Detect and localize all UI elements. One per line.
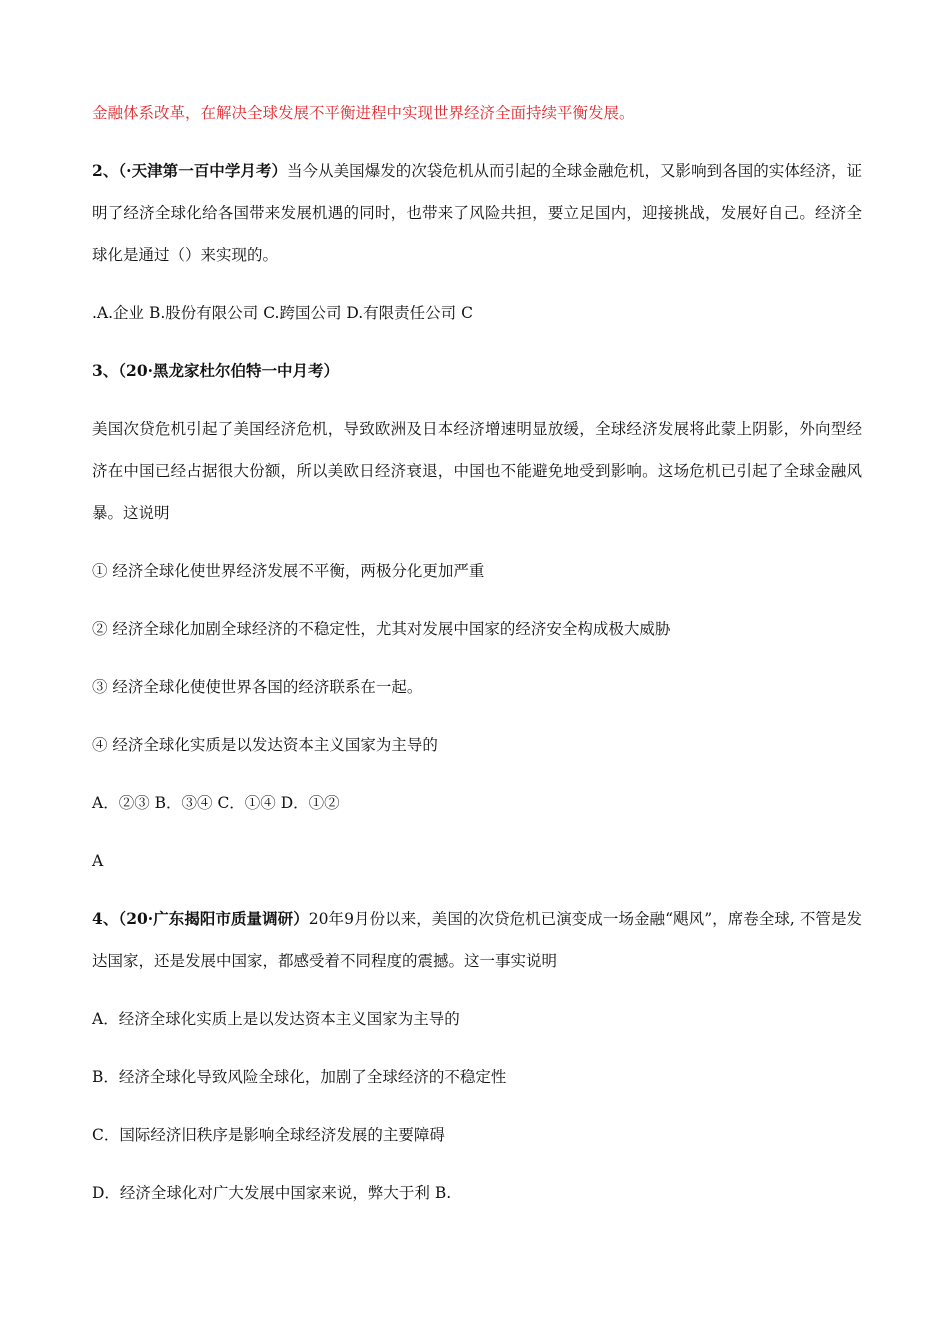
question-4-option-c: C．国际经济旧秩序是影响全球经济发展的主要障碍 — [92, 1126, 445, 1144]
question-3-options: A．②③ B．③④ C．①④ D．①② — [92, 794, 340, 812]
question-2 — [92, 150, 862, 276]
intro-line: 金融体系改革，在解决全球发展不平衡进程中实现世界经济全面持续平衡发展。 — [92, 104, 635, 122]
question-3-header — [92, 350, 862, 392]
question-3-answer: A — [92, 852, 104, 870]
question-2-text: 当今从美国爆发的次袋危机从而引起的全球金融危机，又影响到各国的实体经济，证明了经济全球化给各国带来发展机遇的同时，也带来了风险共担，要立足国内，迎接挑战，发展好自己。经济全球化是通过（）来实现的。 — [92, 162, 862, 264]
question-3-text: 美国次贷危机引起了美国经济危机，导致欧洲及日本经济增速明显放缓，全球经济发展将此蒙上阴影，外向型经济在中国已经占据很大份额，所以美欧日经济衰退，中国也不能避免地受到影响。这场危机已引起了全球金融风暴。这说明 — [92, 420, 862, 522]
question-3-item-3: ③ 经济全球化使使世界各国的经济联系在一起。 — [92, 678, 423, 696]
question-4-option-b: B．经济全球化导致风险全球化，加剧了全球经济的不稳定性 — [92, 1068, 507, 1086]
question-4-source: （20·广东揭阳市质量调研） — [118, 909, 309, 928]
question-3-item-1: ① 经济全球化使世界经济发展不平衡，两极分化更加严重 — [92, 562, 485, 580]
question-4-option-d: D．经济全球化对广大发展中国家来说，弊大于利 B. — [92, 1184, 452, 1202]
question-2-source: （·天津第一百中学月考） — [118, 161, 288, 180]
question-4 — [92, 898, 862, 982]
question-3-source: （20·黑龙家杜尔伯特一中月考） — [118, 361, 340, 380]
question-4-text: 20年9月份以来，美国的次贷危机已演变成一场金融“飓风”，席卷全球, 不管是发达国家，还是发展中国家，都感受着不同程度的震撼。这一事实说明 — [92, 910, 863, 970]
question-3-item-4: ④ 经济全球化实质是以发达资本主义国家为主导的 — [92, 736, 438, 754]
question-3-number: 3、 — [92, 361, 119, 380]
question-4-option-a: A．经济全球化实质上是以发达资本主义国家为主导的 — [92, 1010, 460, 1028]
question-2-number: 2、 — [92, 161, 119, 180]
question-2-options-answer: .A.企业 B.股份有限公司 C.跨国公司 D.有限责任公司 C — [92, 304, 473, 322]
document-page — [92, 92, 862, 1214]
question-4-number: 4、 — [92, 909, 119, 928]
question-3-item-2: ② 经济全球化加剧全球经济的不稳定性，尤其对发展中国家的经济安全构成极大威胁 — [92, 620, 671, 638]
